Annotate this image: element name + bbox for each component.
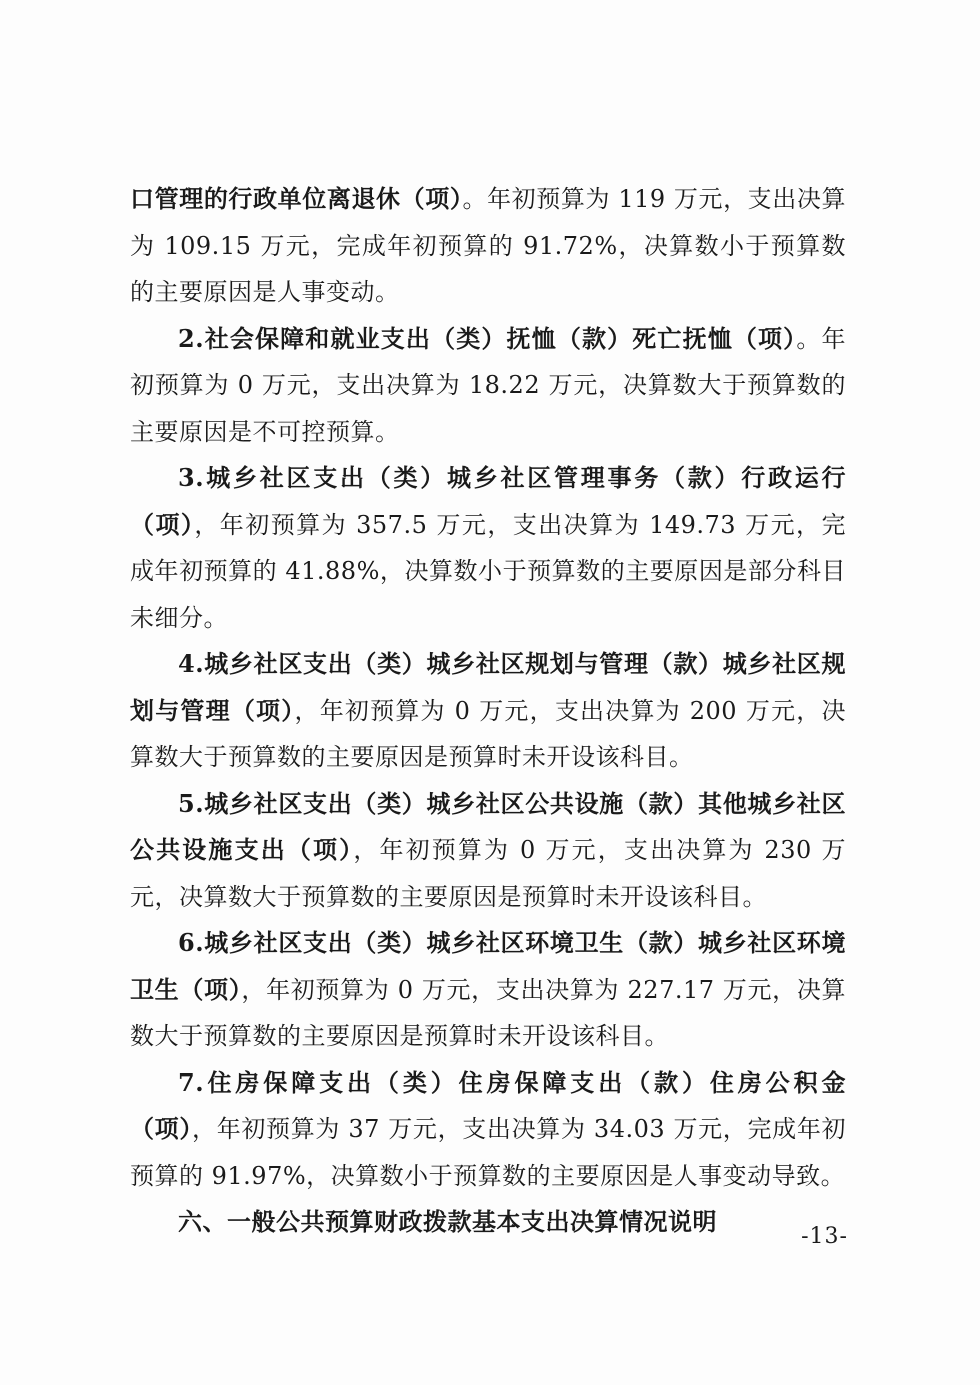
paragraph-item-4 bbox=[130, 641, 846, 781]
paragraph-text: ，年初预算为 0 万元，支出决算为 230 万元，决算数大于预算数的主要原因是预算时未开设该科目。 bbox=[130, 836, 847, 911]
paragraph-item-2 bbox=[130, 316, 846, 456]
paragraph-heading: 4.城乡社区支出（类）城乡社区规划与管理（款）城乡社区规划与管理（项） bbox=[130, 649, 846, 725]
paragraph-retirement bbox=[130, 176, 846, 316]
paragraph-heading: 2.社会保障和就业支出（类）抚恤（款）死亡抚恤（项） bbox=[178, 323, 797, 353]
paragraph-item-3 bbox=[130, 455, 846, 641]
paragraph-text: ，年初预算为 37 万元，支出决算为 34.03 万元，完成年初预算的 91.97%，决算数小于预算数的主要原因是人事变动导致。 bbox=[130, 1115, 846, 1190]
paragraph-heading: 口管理的行政单位离退休（项） bbox=[130, 184, 463, 213]
paragraph-text: 。年初预算为 0 万元，支出决算为 18.22 万元，决算数大于预算数的主要原因是不可控预算。 bbox=[130, 324, 846, 446]
paragraph-heading: 3.城乡社区支出（类）城乡社区管理事务（款）行政运行（项） bbox=[130, 463, 846, 539]
paragraph-item-6 bbox=[130, 920, 846, 1060]
paragraph-text: ，年初预算为 357.5 万元，支出决算为 149.73 万元，完成年初预算的 41.88%，决算数小于预算数的主要原因是部分科目未细分。 bbox=[130, 510, 847, 632]
paragraph-text: ，年初预算为 0 万元，支出决算为 227.17 万元，决算数大于预算数的主要原因是预算时未开设该科目。 bbox=[130, 975, 847, 1050]
document-body bbox=[130, 176, 846, 1246]
paragraph-item-7 bbox=[130, 1060, 846, 1200]
paragraph-heading: 6.城乡社区支出（类）城乡社区环境卫生（款）城乡社区环境卫生（项） bbox=[130, 928, 846, 1004]
paragraph-heading: 7.住房保障支出（类）住房保障支出（款）住房公积金（项） bbox=[130, 1067, 846, 1143]
paragraph-text: ，年初预算为 0 万元，支出决算为 200 万元，决算数大于预算数的主要原因是预算时未开设该科目。 bbox=[130, 696, 847, 771]
paragraph-text: 。年初预算为 119 万元，支出决算为 109.15 万元，完成年初预算的 91.72%，决算数小于预算数的主要原因是人事变动。 bbox=[130, 185, 846, 306]
section-heading: 六、一般公共预算财政拨款基本支出决算情况说明 bbox=[178, 1207, 717, 1236]
paragraph-item-5 bbox=[130, 781, 846, 921]
paragraph-heading: 5.城乡社区支出（类）城乡社区公共设施（款）其他城乡社区公共设施支出（项） bbox=[130, 788, 846, 864]
page-number: -13- bbox=[801, 1224, 848, 1249]
